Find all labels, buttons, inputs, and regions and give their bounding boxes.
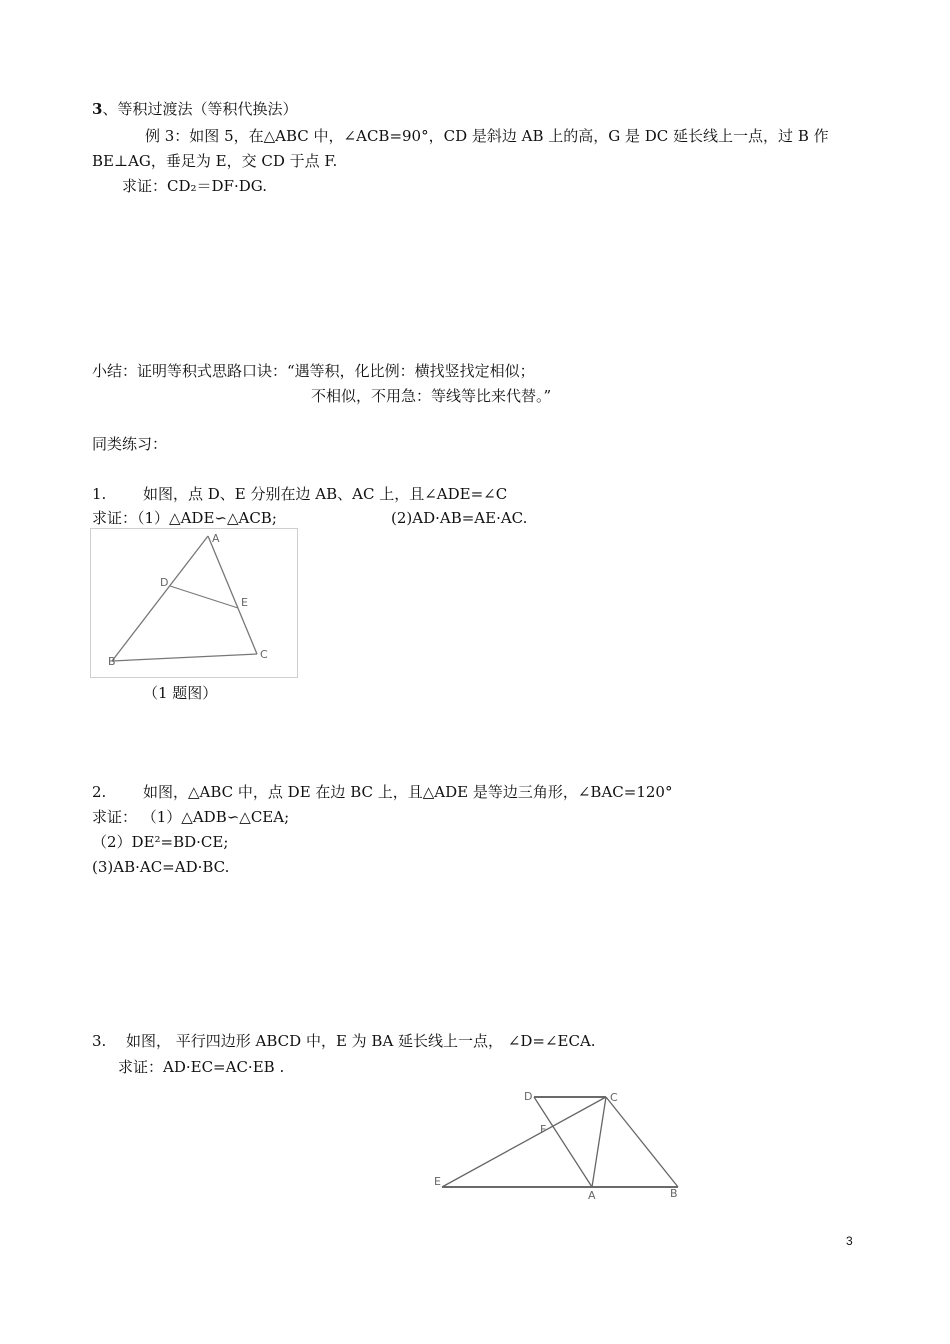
page-number: 3 [846, 1234, 853, 1248]
q1-caption: （1 题图） [143, 684, 218, 702]
section-number: 3 [92, 100, 103, 118]
q3-label-d: D [524, 1090, 533, 1103]
q1-number: 1. [92, 485, 107, 503]
q3-prove: 求证：AD·EC=AC·EB . [118, 1058, 285, 1076]
q3-label-a: A [588, 1189, 596, 1202]
q1-label-e: E [241, 596, 248, 609]
q1-label-d: D [160, 576, 169, 589]
q1-label-b: B [108, 655, 116, 668]
example-3-line2: BE⊥AG，垂足为 E，交 CD 于点 F. [92, 152, 338, 170]
q3-label-e: E [434, 1175, 441, 1188]
practice-title: 同类练习： [92, 435, 168, 453]
q3-text: 如图， 平行四边形 ABCD 中，E 为 BA 延长线上一点， ∠D=∠ECA. [126, 1032, 596, 1050]
q1-prove-1: 求证：（1）△ADE∽△ACB; [92, 509, 277, 527]
section-title: 、等积过渡法（等积代换法） [102, 100, 298, 118]
q1-label-a: A [212, 532, 220, 545]
q3-label-b: B [670, 1187, 678, 1200]
q2-prove-1: 求证： （1）△ADB∽△CEA; [92, 808, 290, 826]
q3-figure [430, 1085, 690, 1205]
q3-label-c: C [610, 1091, 618, 1104]
q1-prove-2: (2)AD·AB=AE·AC. [391, 509, 528, 527]
q2-prove-3: (3)AB·AC=AD·BC. [92, 858, 230, 876]
summary-line2: 不相似，不用急：等线等比来代替。” [311, 387, 552, 405]
q3-label-f: F [540, 1123, 547, 1136]
q2-text: 如图，△ABC 中，点 DE 在边 BC 上，且△ADE 是等边三角形，∠BAC=120° [143, 783, 673, 801]
q3-number: 3. [92, 1032, 107, 1050]
summary-line1: 小结：证明等积式思路口诀：“遇等积，化比例：横找竖找定相似； [92, 362, 535, 380]
q2-number: 2. [92, 783, 107, 801]
section-3-heading [92, 99, 297, 119]
q1-text: 如图，点 D、E 分别在边 AB、AC 上，且∠ADE=∠C [143, 485, 508, 503]
q1-figure [90, 528, 300, 680]
example-3-prove: 求证：CD₂＝DF·DG. [122, 177, 267, 195]
example-3-line1: 例 3：如图 5，在△ABC 中，∠ACB=90°，CD 是斜边 AB 上的高，G 是 DC 延长线上一点，过 B 作 [145, 127, 829, 145]
q1-label-c: C [260, 648, 268, 661]
q2-prove-2: （2）DE²=BD·CE; [92, 833, 229, 851]
